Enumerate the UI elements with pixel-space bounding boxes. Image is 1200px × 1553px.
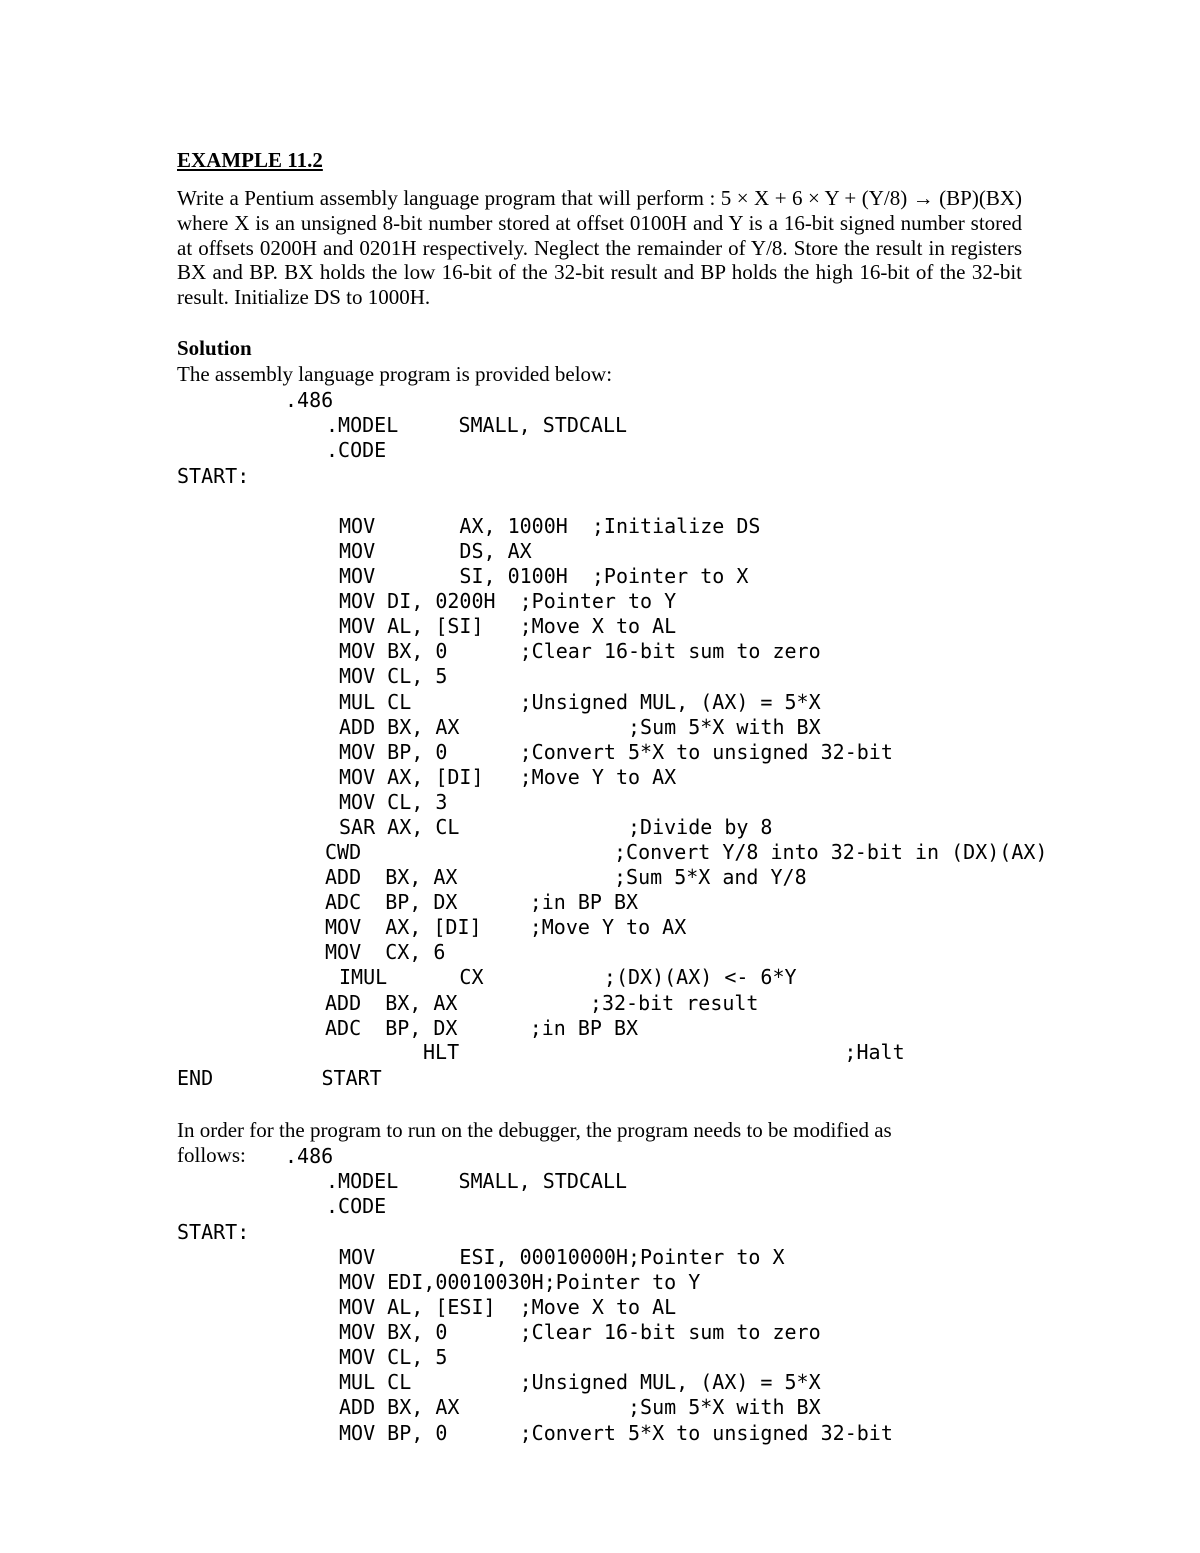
example-title: EXAMPLE 11.2 [177,148,323,172]
code-line: .MODEL SMALL, STDCALL [326,1169,628,1193]
code-line: MOV BX, 0 ;Clear 16-bit sum to zero [339,1320,821,1344]
code-line: MOV BX, 0 ;Clear 16-bit sum to zero [339,639,821,663]
code-line: MOV CL, 3 [339,790,448,814]
code-line: MOV SI, 0100H ;Pointer to X [339,564,749,588]
code-line: MUL CL ;Unsigned MUL, (AX) = 5*X [339,1370,821,1394]
code-line: .486 [285,1144,334,1168]
code-line: ADD BX, AX ;Sum 5*X with BX [339,715,821,739]
code-line: MOV EDI,00010030H;Pointer to Y [339,1270,701,1294]
code-line: MOV ESI, 00010000H;Pointer to X [339,1245,785,1269]
code-line: MOV DS, AX [339,539,532,563]
code-line: ADD BX, AX ;Sum 5*X and Y/8 [325,865,807,889]
code-line: .MODEL SMALL, STDCALL [326,413,628,437]
code-line: MOV AX, 1000H ;Initialize DS [339,514,761,538]
code-line: MOV AX, [DI] ;Move Y to AX [325,915,687,939]
code-line: MOV CL, 5 [339,664,448,688]
code-line: MUL CL ;Unsigned MUL, (AX) = 5*X [339,690,821,714]
code-line: START: [177,1220,250,1244]
code-line: .CODE [326,438,387,462]
code-line: IMUL CX ;(DX)(AX) <- 6*Y [339,965,797,989]
code-line: ADC BP, DX ;in BP BX [325,890,639,914]
code-line: MOV AL, [SI] ;Move X to AL [339,614,677,638]
code-line: .CODE [326,1194,387,1218]
code-line: CWD ;Convert Y/8 into 32-bit in (DX)(AX) [325,840,1048,864]
code-line: END START [177,1066,382,1090]
code-line: MOV DI, 0200H ;Pointer to Y [339,589,677,613]
modification-note-line-2: follows: [177,1143,246,1167]
code-line: START: [177,464,250,488]
code-line: MOV CX, 6 [325,940,446,964]
code-line: .486 [285,388,334,412]
program-listing-1 [0,388,1048,1090]
code-line: HLT ;Halt [423,1040,905,1064]
code-line: MOV AX, [DI] ;Move Y to AX [339,765,677,789]
code-line: MOV BP, 0 ;Convert 5*X to unsigned 32-bit [339,740,893,764]
problem-statement: Write a Pentium assembly language program that will perform : 5 × X + 6 × Y + (Y/8) → (BP)(BX) where X is an unsigned 8-bit number stored at offset 0100H and Y is a 16-bit signed number stored at offsets 0200H and 0201H respectively. Neglect the remainder of Y/8. Store the result in registers BX and BP. BX holds the low 16-bit of the 32-bit result and BP holds the high 16-bit of the 32-bit result. Initialize DS to 1000H. [177,186,1022,310]
code-line: MOV CL, 5 [339,1345,448,1369]
code-line: SAR AX, CL ;Divide by 8 [339,815,773,839]
code-line: ADD BX, AX ;Sum 5*X with BX [339,1395,821,1419]
solution-intro: The assembly language program is provided below: [177,362,613,386]
code-line: MOV BP, 0 ;Convert 5*X to unsigned 32-bit [339,1421,893,1445]
modification-note-line-1: In order for the program to run on the debugger, the program needs to be modified as [177,1118,892,1142]
code-line: MOV AL, [ESI] ;Move X to AL [339,1295,677,1319]
solution-heading: Solution [177,336,252,360]
code-line: ADD BX, AX ;32-bit result [325,991,759,1015]
code-line: ADC BP, DX ;in BP BX [325,1016,639,1040]
